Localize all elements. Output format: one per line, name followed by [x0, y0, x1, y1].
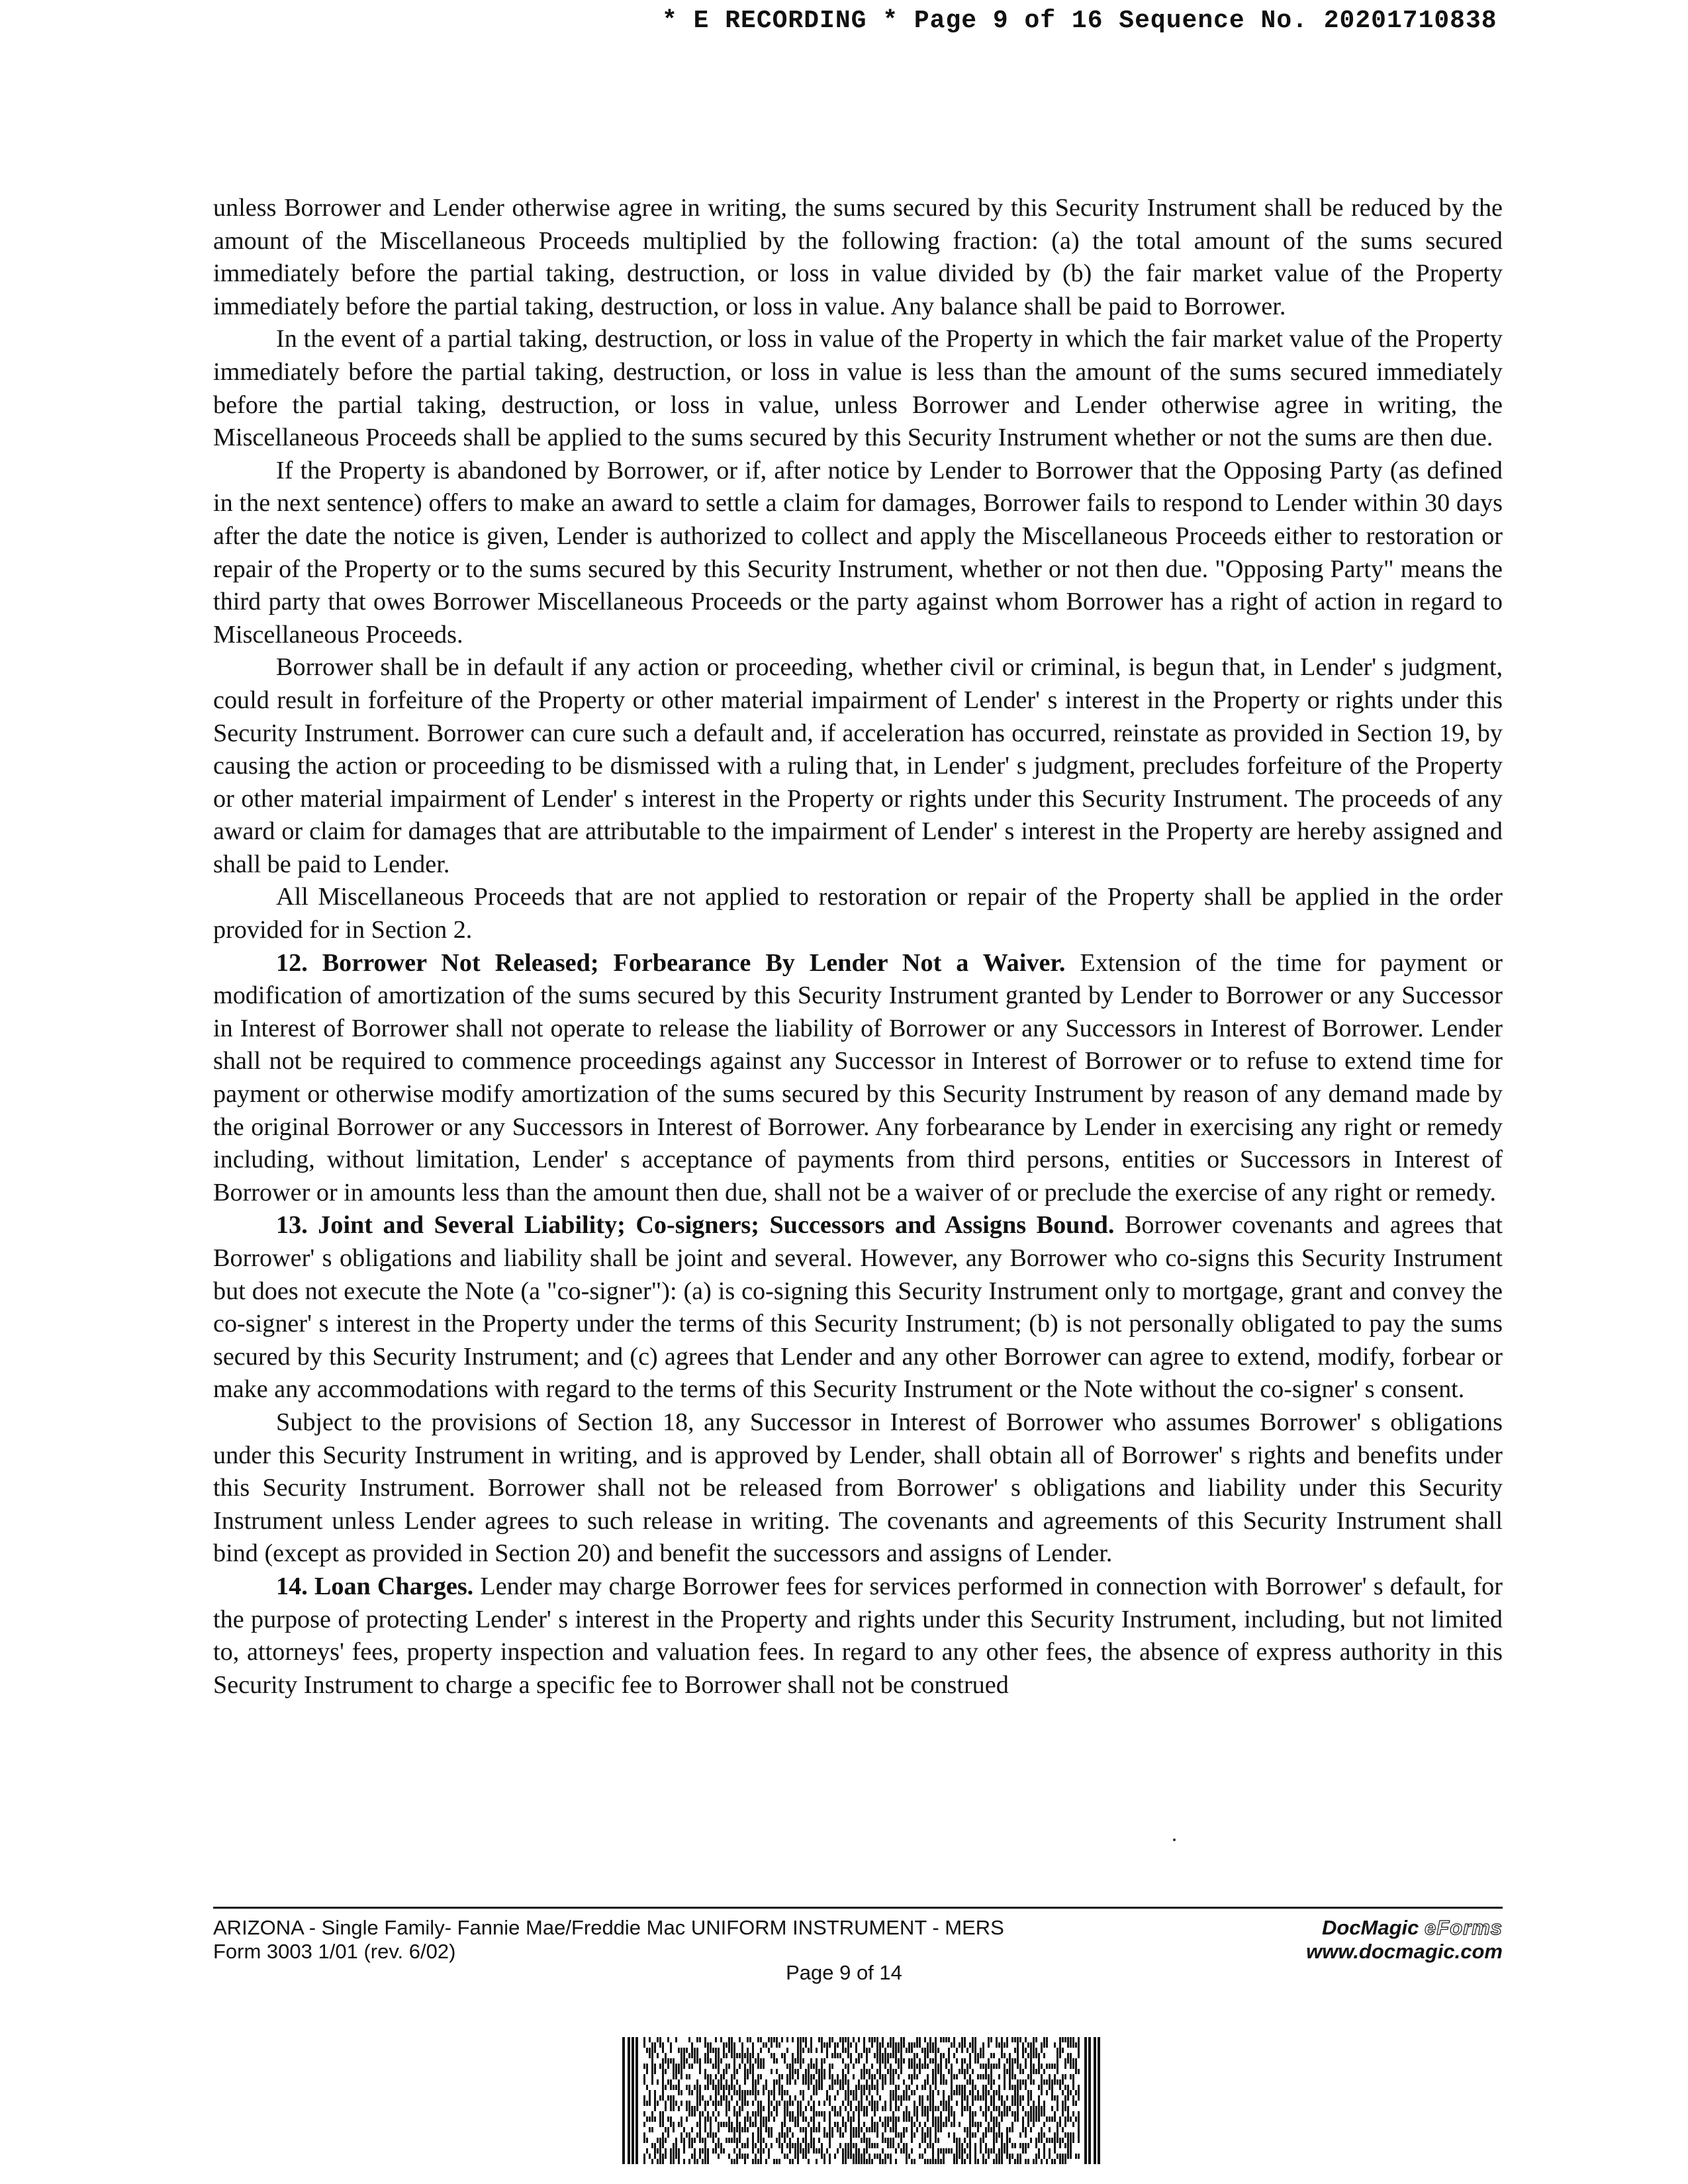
page-number: Page 9 of 14: [786, 1961, 902, 1984]
paragraph-text: All Miscellaneous Proceeds that are not applied to restoration or repair of the Property shall be applied in the order provided for in Section 2.: [213, 883, 1503, 944]
paragraph: [213, 1406, 1503, 1570]
paragraph-section-13: [213, 1209, 1503, 1406]
paragraph-section-12: [213, 947, 1503, 1210]
paragraph-text: In the event of a partial taking, destruction, or loss in value of the Property in which the fair market value of the Property immediately before the partial taking, destruction, or loss in value is less than the amount of the sums secured immediately before the partial taking, destruction, or loss in value, unless Borrower and Lender otherwise agree in writing, the Miscellaneous Proceeds shall be applied to the sums secured by this Security Instrument whether or not the sums are then due.: [213, 325, 1503, 452]
paragraph-text: Extension of the time for payment or modification of amortization of the sums secured by this Security Instrument granted by Lender to Borrower or any Successor in Interest of Borrower shall not operate to release the liability of Borrower or any Successors in Interest of Borrower. Lender shall not be required to commence proceedings against any Successor in Interest of Borrower or to refuse to extend time for payment or otherwise modify amortization of the sums secured by this Security Instrument by reason of any demand made by the original Borrower or any Successors in Interest of Borrower. Any forbearance by Lender in exercising any right or remedy including, without limitation, Lender' s acceptance of payments from third persons, entities or Successors in Interest of Borrower or in amounts less than the amount then due, shall not be a waiver of or preclude the exercise of any right or remedy.: [213, 948, 1503, 1206]
paragraph-section-14: [213, 1570, 1503, 1702]
section-heading: 13. Joint and Several Liability; Co-signers; Successors and Assigns Bound.: [276, 1211, 1115, 1240]
form-number: Form 3003 1/01 (rev. 6/02): [213, 1940, 456, 1963]
section-heading: 14. Loan Charges.: [276, 1572, 474, 1600]
paragraph: [213, 323, 1503, 454]
recording-stamp: * E RECORDING * Page 9 of 16 Sequence No. 20201710838: [662, 7, 1497, 35]
paragraph: [213, 881, 1503, 946]
brand-logo: [1205, 1916, 1503, 1940]
footer-brand: [1205, 1916, 1503, 1964]
paragraph-text: unless Borrower and Lender otherwise agree in writing, the sums secured by this Security Instrument shall be reduced by the amount of the Miscellaneous Proceeds multiplied by the following fraction: (a) the total amount of the sums secured immediately before the partial taking, destruction, or loss in value divided by (b) the fair market value of the Property immediately before the partial taking, destruction, or loss in value. Any balance shall be paid to Borrower.: [213, 194, 1503, 320]
scan-speck: [1173, 1839, 1176, 1841]
paragraph-text: Borrower shall be in default if any action or proceeding, whether civil or criminal, is begun that, in Lender' s judgment, could result in forfeiture of the Property or other material impairment of Lender' s interest in the Property or rights under this Security Instrument. Borrower can cure such a default and, if acceleration has occurred, reinstate as provided in Section 19, by causing the action or proceeding to be dismissed with a ruling that, in Lender' s judgment, precludes forfeiture of the Property or other material impairment of Lender' s interest in the Property or rights under this Security Instrument. The proceeds of any award or claim for damages that are attributable to the impairment of Lender' s interest in the Property are hereby assigned and shall be paid to Lender.: [213, 653, 1503, 878]
form-title: ARIZONA - Single Family- Fannie Mae/Freddie Mac UNIFORM INSTRUMENT - MERS: [213, 1916, 1004, 1939]
brand-url: www.docmagic.com: [1306, 1940, 1503, 1963]
paragraph-text: Borrower covenants and agrees that Borrower' s obligations and liability shall be joint and several. However, any Borrower who co-signs this Security Instrument but does not execute the Note (a "co-signer"): (a) is co-signing this Security Instrument only to mortgage, grant and convey the co-signer' s interest in the Property under the terms of this Security Instrument; (b) is not personally obligated to pay the sums secured by this Security Instrument; and (c) agrees that Lender and any other Borrower can agree to extend, modify, forbear or make any accommodations with regard to the terms of this Security Instrument or the Note without the co-signer' s consent.: [213, 1211, 1503, 1404]
document-body: [213, 192, 1503, 1702]
barcode-image: [622, 2037, 1100, 2164]
paragraph-text: If the Property is abandoned by Borrower, or if, after notice by Lender to Borrower that the Opposing Party (as defined in the next sentence) offers to make an award to settle a claim for damages, Borrower fails to respond to Lender within 30 days after the date the notice is given, Lender is authorized to collect and apply the Miscellaneous Proceeds either to restoration or repair of the Property or to the sums secured by this Security Instrument, whether or not then due. "Opposing Party" means the third party that owes Borrower Miscellaneous Proceeds or the party against whom Borrower has a right of action in regard to Miscellaneous Proceeds.: [213, 456, 1503, 649]
footer-divider: [213, 1907, 1503, 1909]
section-heading: 12. Borrower Not Released; Forbearance By Lender Not a Waiver.: [276, 948, 1066, 977]
paragraph: [213, 455, 1503, 652]
paragraph: [213, 651, 1503, 881]
paragraph-text: Lender may charge Borrower fees for services performed in connection with Borrower' s default, for the purpose of protecting Lender' s interest in the Property and rights under this Security Instrument, including, but not limited to, attorneys' fees, property inspection and valuation fees. In regard to any other fees, the absence of express authority in this Security Instrument to charge a specific fee to Borrower shall not be construed: [213, 1572, 1503, 1699]
brand-product: eForms: [1425, 1916, 1503, 1939]
footer-form-info: [213, 1916, 1140, 1964]
brand-name: DocMagic: [1321, 1916, 1419, 1939]
paragraph-text: Subject to the provisions of Section 18, any Successor in Interest of Borrower who assumes Borrower' s obligations under this Security Instrument in writing, and is approved by Lender, shall obtain all of Borrower' s rights and benefits under this Security Instrument. Borrower shall not be released from Borrower' s obligations and liability under this Security Instrument unless Lender agrees to such release in writing. The covenants and agreements of this Security Instrument shall bind (except as provided in Section 20) and benefit the successors and assigns of Lender.: [213, 1408, 1503, 1568]
paragraph: [213, 192, 1503, 323]
